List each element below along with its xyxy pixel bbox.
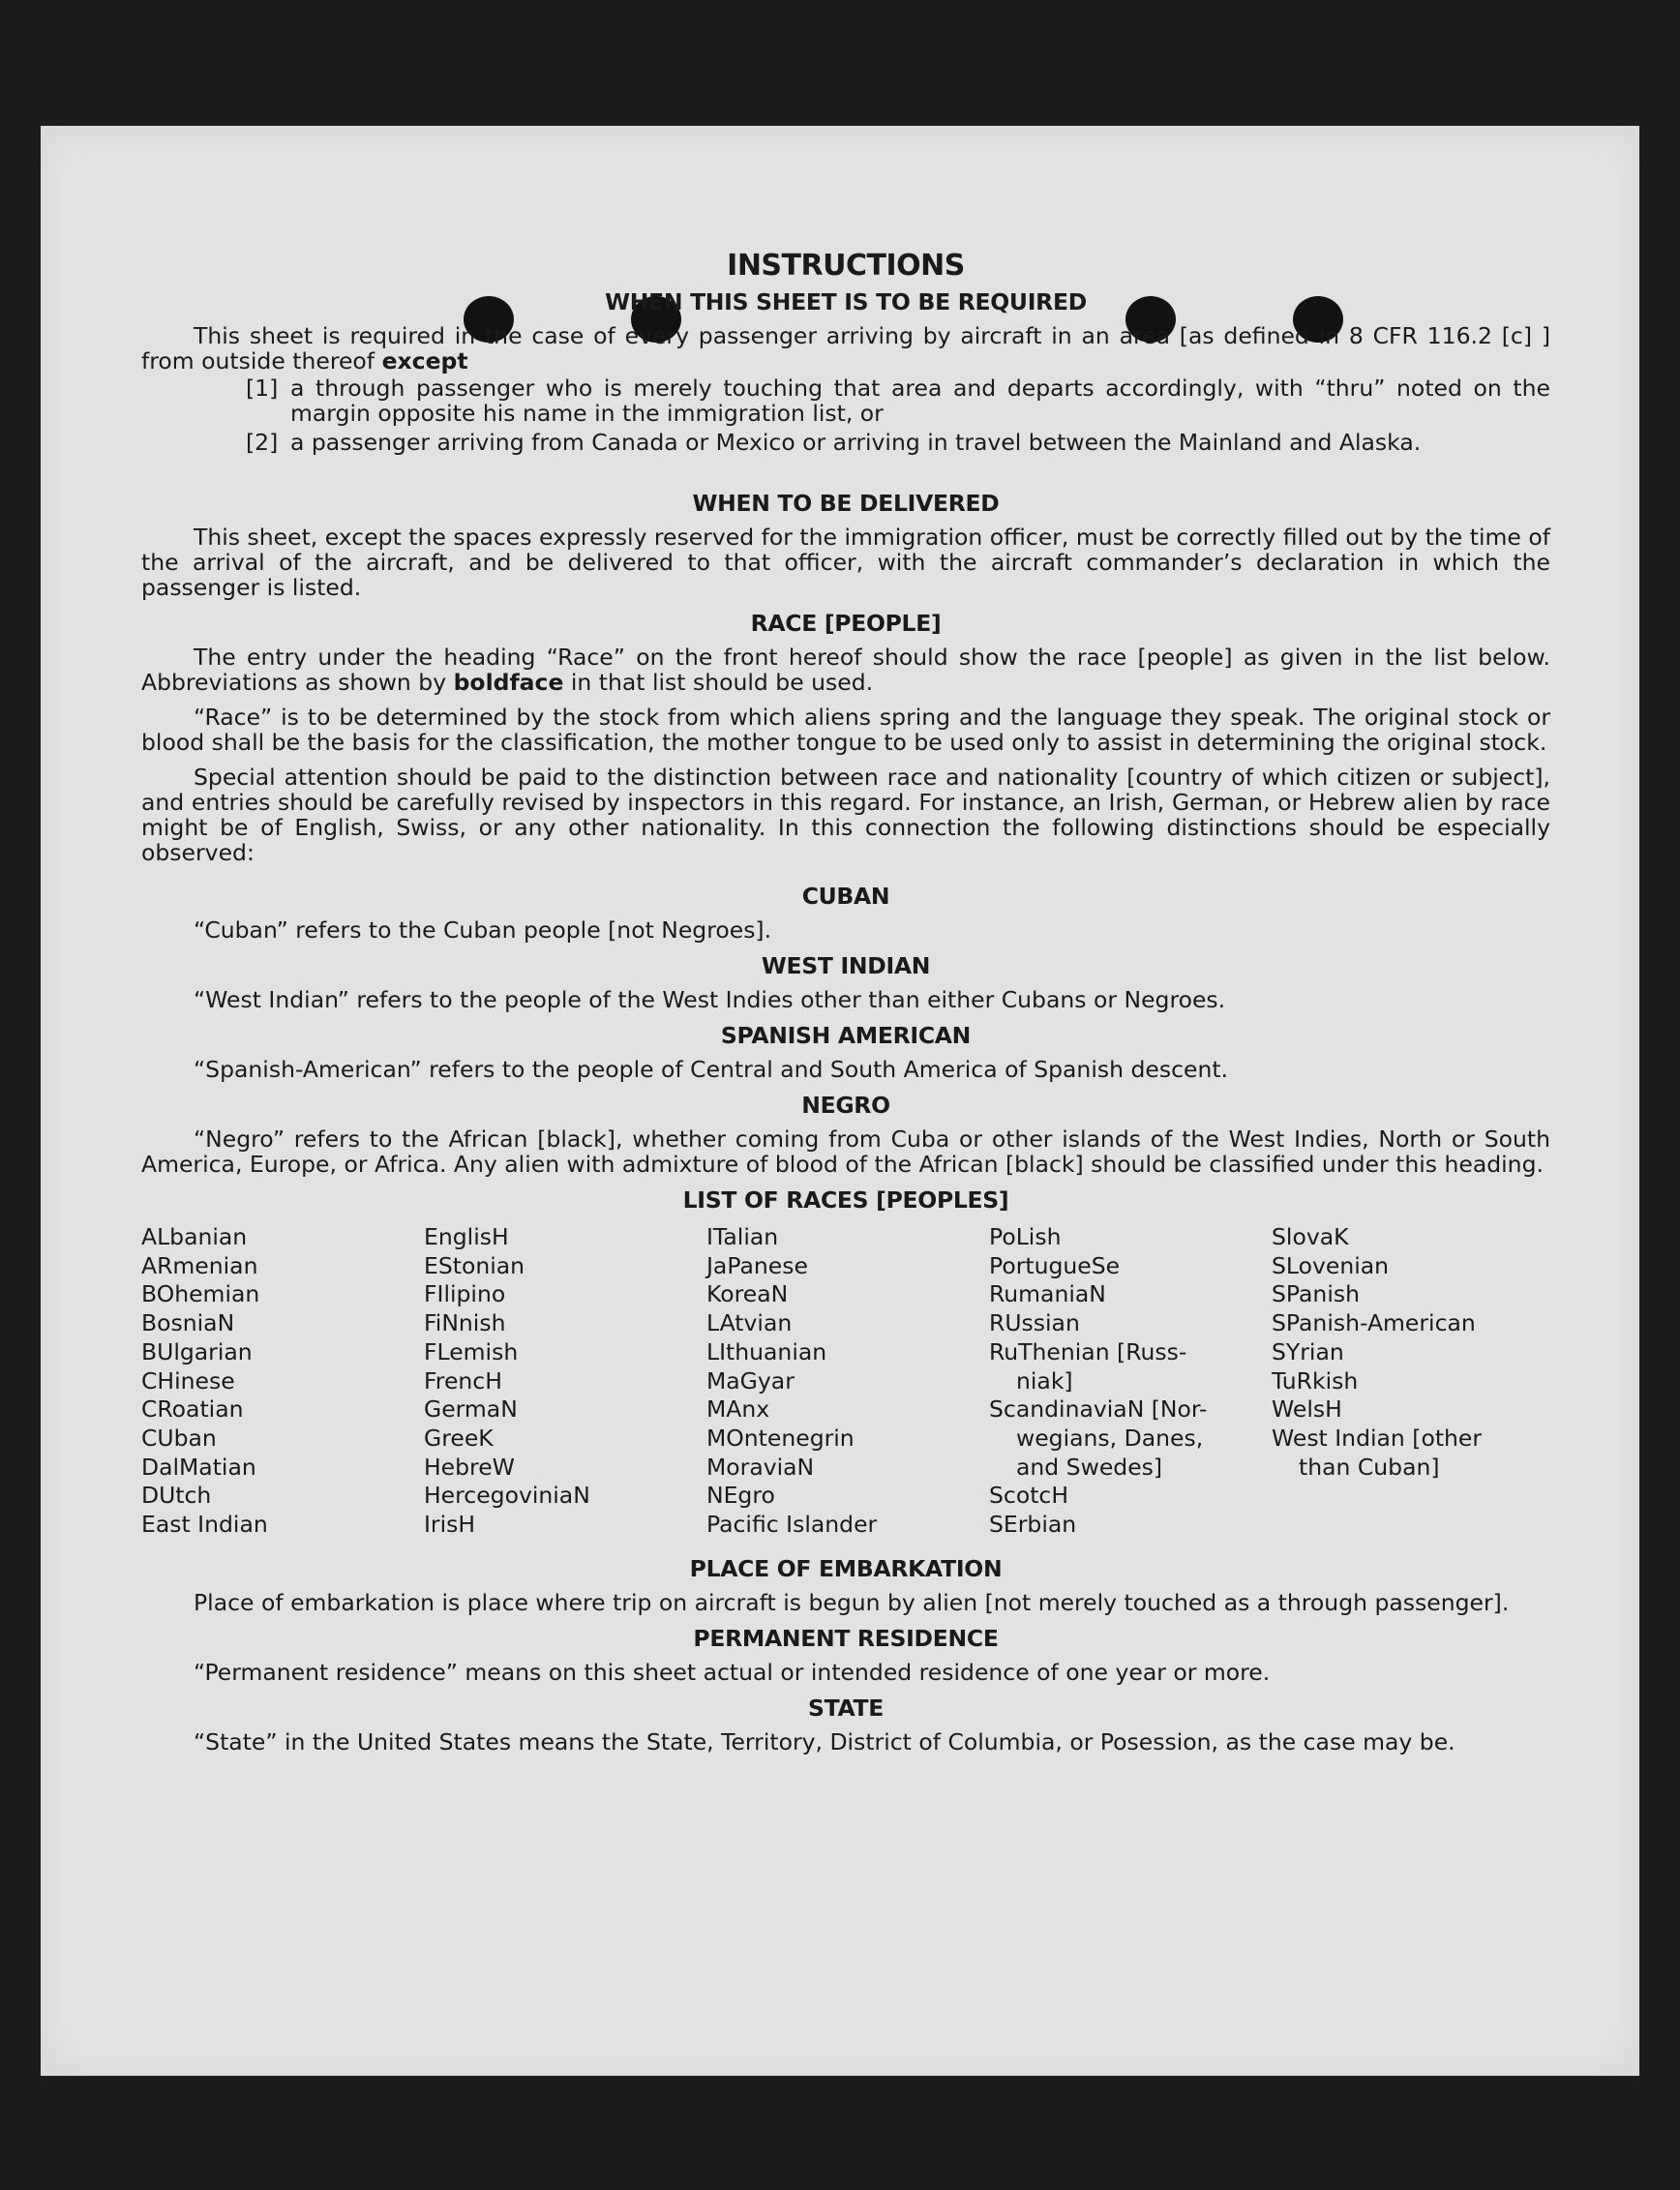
race-entry: DalMatian	[141, 1453, 256, 1481]
race-entry: BUlgarian	[141, 1337, 253, 1365]
race-entry: SPanish-American	[1272, 1309, 1476, 1337]
race-entry-continuation: and Swedes]	[1016, 1453, 1163, 1481]
race-entry: BosniaN	[141, 1309, 235, 1337]
race-entry: CUban	[141, 1424, 217, 1452]
race-entry: HebreW	[424, 1453, 515, 1481]
paragraph-residence: “Permanent residence” means on this sheet actual or intended residence of one year or more.	[194, 1658, 1271, 1686]
race-entry: CRoatian	[141, 1395, 244, 1424]
heading-cuban: CUBAN	[801, 883, 890, 910]
race-entry-continuation: niak]	[1016, 1366, 1073, 1395]
race-entry: PortugueSe	[989, 1251, 1121, 1279]
race-entry: FLemish	[424, 1337, 519, 1365]
race-entry: SPanish	[1272, 1280, 1360, 1308]
race-entry: WelsH	[1272, 1395, 1342, 1424]
race-entry: HercegoviniaN	[424, 1482, 590, 1510]
races-column-5	[1272, 1223, 1554, 1540]
paragraph-spanish-american: “Spanish-American” refers to the people of Central and South America of Spanish descent.	[194, 1056, 1229, 1083]
race-entry: RUssian	[989, 1309, 1080, 1337]
race-entry: TuRkish	[1272, 1366, 1359, 1395]
race-entry: DUtch	[141, 1482, 212, 1510]
paragraph-west-indian: “West Indian” refers to the people of the West Indies other than either Cubans or Negroes.	[194, 986, 1226, 1013]
race-entry: PoLish	[989, 1223, 1062, 1250]
heading-race: RACE [PEOPLE]	[750, 610, 942, 637]
races-column-2	[424, 1223, 706, 1540]
heading-permanent-residence: PERMANENT RESIDENCE	[693, 1624, 999, 1652]
race-entry: GreeK	[424, 1424, 494, 1452]
race-entry: BOhemian	[141, 1280, 260, 1308]
race-entry: East Indian	[141, 1511, 268, 1539]
heading-state: STATE	[807, 1694, 885, 1722]
race-entry: FIlipino	[424, 1280, 506, 1308]
race-entry: MOntenegrin	[706, 1424, 855, 1452]
race-entry: IrisH	[424, 1511, 476, 1539]
races-column-4	[989, 1223, 1272, 1540]
paragraph-race-3: Special attention should be paid to the distinction between race and nationality [country of which citizen or subject], and entries should be carefully revised by inspectors in this regard. For instance, an Irish, German, or Hebrew alien by race might be of English, Swiss, or any other nationality. In this connection the following distinctions should be especially observed:	[141, 764, 1550, 866]
races-list	[141, 1223, 1550, 1540]
race-entry: ALbanian	[141, 1223, 248, 1250]
races-column-3	[706, 1223, 989, 1540]
race-entry: SErbian	[989, 1511, 1077, 1539]
paragraph-race-2: “Race” is to be determined by the stock from which aliens spring and the language they speak. The original stock or blood shall be the basis for the classification, the mother tongue to be used only to assist in determining the original stock.	[141, 704, 1550, 756]
race-entry: GermaN	[424, 1395, 518, 1424]
list-item: [2] a passenger arriving from Canada or Mexico or arriving in travel between the Mainland and Alaska.	[246, 429, 1422, 456]
race-entry: ARmenian	[141, 1251, 258, 1279]
paragraph-state: “State” in the United States means the State, Territory, District of Columbia, or Posession, as the case may be.	[194, 1727, 1455, 1755]
race-entry: MoraviaN	[706, 1453, 815, 1481]
race-entry: FiNnish	[424, 1309, 506, 1337]
heading-west-indian: WEST INDIAN	[761, 952, 931, 979]
paragraph-race-1: The entry under the heading “Race” on the front hereof should show the race [people] as given in the list below. Abbreviations as shown by boldface in that list should be used.	[141, 644, 1550, 696]
races-column-1	[141, 1223, 424, 1540]
race-entry: SLovenian	[1272, 1251, 1390, 1279]
paragraph-when-delivered: This sheet, except the spaces expressly reserved for the immigration officer, must be correctly filled out by the time of the arrival of the aircraft, and be delivered to that officer, with the aircraft commander’s declaration in which the passenger is listed.	[141, 524, 1550, 601]
race-entry: FrencH	[424, 1366, 502, 1395]
race-entry: KoreaN	[706, 1280, 789, 1308]
paragraph-embarkation: Place of embarkation is place where trip on aircraft is begun by alien [not merely touched as a through passenger].	[194, 1588, 1510, 1616]
race-entry: EStonian	[424, 1251, 525, 1279]
heading-place-of-embarkation: PLACE OF EMBARKATION	[689, 1554, 1003, 1582]
race-entry: RuThenian [Russ-	[989, 1337, 1187, 1365]
list-item: [1] a through passenger who is merely touching that area and departs accordingly, with “thru” noted on the margin opposite his name in the immigration list, or	[246, 375, 1550, 427]
race-entry-continuation: wegians, Danes,	[1016, 1424, 1204, 1452]
race-entry: CHinese	[141, 1366, 235, 1395]
race-entry: Pacific Islander	[706, 1511, 878, 1539]
heading-when-delivered: WHEN TO BE DELIVERED	[692, 490, 1000, 517]
race-entry: LAtvian	[706, 1309, 793, 1337]
heading-negro: NEGRO	[801, 1092, 890, 1119]
heading-when-required: WHEN THIS SHEET IS TO BE REQUIRED	[605, 288, 1087, 315]
race-entry: EnglisH	[424, 1223, 509, 1250]
race-entry: ScandinaviaN [Nor-	[989, 1395, 1208, 1424]
heading-list-of-races: LIST OF RACES [PEOPLES]	[682, 1186, 1009, 1214]
paragraph-when-required: This sheet is required in the case of every passenger arriving by aircraft in an area [as defined in 8 CFR 116.2 [c] ] from outside thereof except	[141, 322, 1550, 375]
paragraph-cuban: “Cuban” refers to the Cuban people [not Negroes].	[194, 916, 772, 944]
race-entry: SlovaK	[1272, 1223, 1349, 1250]
page-title: INSTRUCTIONS	[727, 249, 965, 283]
heading-spanish-american: SPANISH AMERICAN	[720, 1022, 972, 1049]
race-entry: MaGyar	[706, 1366, 795, 1395]
race-entry: West Indian [other	[1272, 1424, 1483, 1452]
race-entry: MAnx	[706, 1395, 770, 1424]
race-entry: JaPanese	[706, 1251, 808, 1279]
race-entry: ScotcH	[989, 1482, 1069, 1510]
paragraph-negro: “Negro” refers to the African [black], whether coming from Cuba or other islands of the West Indies, North or South America, Europe, or Africa. Any alien with admixture of blood of the African [black] should be classified under this heading.	[141, 1125, 1550, 1178]
race-entry: SYrian	[1272, 1337, 1344, 1365]
race-entry: ITalian	[706, 1223, 779, 1250]
race-entry: LIthuanian	[706, 1337, 827, 1365]
instructions-content	[141, 250, 1550, 1755]
race-entry: RumaniaN	[989, 1280, 1106, 1308]
race-entry-continuation: than Cuban]	[1299, 1453, 1440, 1481]
race-entry: NEgro	[706, 1482, 775, 1510]
